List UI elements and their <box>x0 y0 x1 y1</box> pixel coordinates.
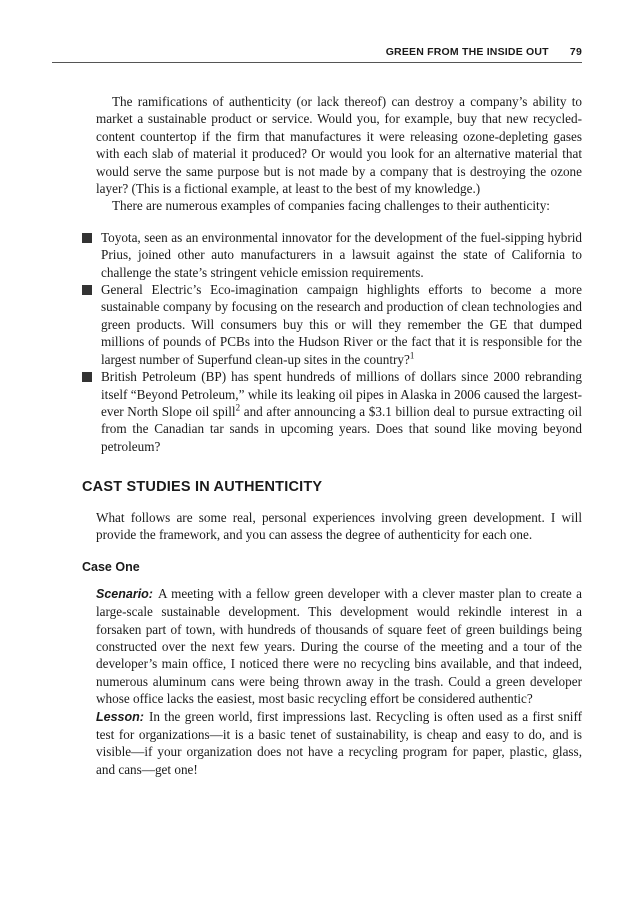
footnote-ref-1: 1 <box>409 350 415 361</box>
list-item-text-body: General Electric’s Eco-imagination campaign highlights efforts to become a more sustainable company by focusing on the research and production of clean technologies and green products. Will consumers buy this or will they remember the GE that dumped millions of pounds of PCBs into the Hudson River or the fact that it is responsible for the largest number of Superfund clean-up sites in the country? <box>101 282 582 367</box>
running-head-title: GREEN FROM THE INSIDE OUT <box>385 46 549 58</box>
case-heading: Case One <box>82 560 140 575</box>
page-number: 79 <box>569 46 582 58</box>
list-item <box>82 281 582 368</box>
scenario-paragraph <box>96 585 582 708</box>
list-item <box>82 368 582 455</box>
list-item-text: Toyota, seen as an environmental innovator for the development of the fuel-sipping hybrid Prius, joined other auto manufacturers in a lawsuit against the state of California to challenge the state’s stringent vehicle emission requirements. <box>101 229 582 280</box>
running-head <box>52 46 582 63</box>
page-body <box>82 93 582 778</box>
list-item-text-part-a: British Petroleum (BP) has spent hundreds of millions of dollars since 2000 rebranding itself “Beyond Petroleum,” while its leaking oil pipes in Alaska in 2006 caused the largest-ever North Slope oil spill <box>101 369 582 419</box>
square-bullet-icon <box>82 372 92 382</box>
bullet-list <box>82 229 582 455</box>
list-item-text <box>101 281 582 368</box>
lesson-paragraph <box>96 708 582 779</box>
scenario-text: A meeting with a fellow green developer with a clever master plan to create a large-scale sustainable development. This development would rekindle interest in a forsaken part of town, with hundreds of thousands of square feet of green buildings being constructed over the next few years. During the course of the meeting and a tour of the developer’s main office, I noticed there were no recycling bins available, and that indeed, numerous aluminum cans were being thrown away in the trash. Could a green developer whose office lacks the easiest, most basic recycling effort be considered authentic? <box>96 585 582 707</box>
section-heading: CAST STUDIES IN AUTHENTICITY <box>82 479 323 496</box>
footnote-ref-2: 2 <box>235 402 241 413</box>
list-item-text-part-b: and after announcing a $3.1 billion deal to pursue extracting oil from the Canadian tar sands in upcoming years. Does that sound like moving beyond petroleum? <box>101 403 582 454</box>
intro-paragraph-2: There are numerous examples of companies facing challenges to their authenticity: <box>112 198 550 214</box>
section-intro: What follows are some real, personal experiences involving green development. I will provide the framework, and you can assess the degree of authenticity for each one. <box>96 509 582 542</box>
square-bullet-icon <box>82 285 92 295</box>
lesson-text: In the green world, first impressions last. Recycling is often used as a first sniff test for organizations—it is a basic tenet of sustainability, is cheap and easy to do, and is visible—if your organization does not have a recycling program for paper, plastic, glass, and cans—get one! <box>96 708 582 777</box>
list-item <box>82 229 582 281</box>
square-bullet-icon <box>82 233 92 243</box>
scenario-label: Scenario: <box>96 586 153 601</box>
list-item-text <box>101 368 582 455</box>
lesson-label: Lesson: <box>96 709 144 724</box>
intro-paragraph-1: The ramifications of authenticity (or lack thereof) can destroy a company’s ability to market a sustainable product or service. Would you, for example, buy that new recycled-content countertop if the firm that manufactures it were releasing ozone-depleting gases with each slab of material it produced? Or would you look for an alternative material that would serve the same purpose but is not made by a company that is destroying the ozone layer? (This is a fictional example, at least to the best of my knowledge.) <box>96 94 582 197</box>
